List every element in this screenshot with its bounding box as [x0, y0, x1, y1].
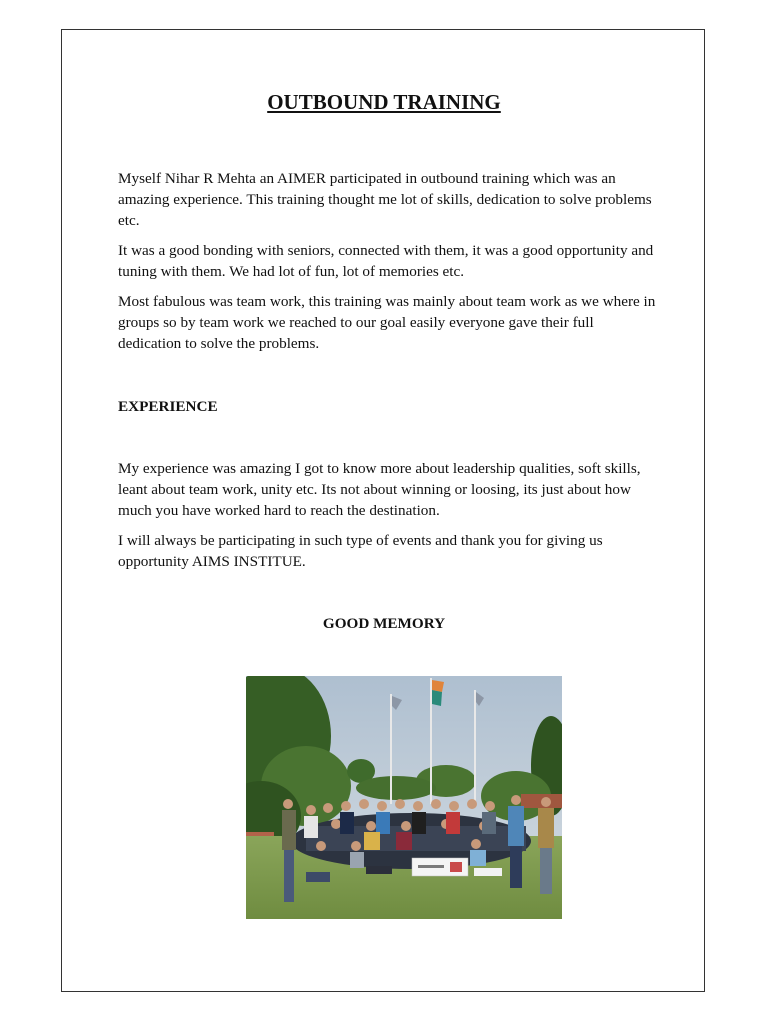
intro-paragraph-3: Most fabulous was team work, this training was mainly about team work as we where in groups so by team work we reached to our goal easily everyone gave their full dedication to solve the problems. — [118, 293, 656, 352]
experience-paragraph-2: I will always be participating in such type of events and thank you for giving us opportunity AIMS INSTITUE. — [118, 532, 603, 570]
intro-paragraph-1: Myself Nihar R Mehta an AIMER participated in outbound training which was an amazing experience. This training thought me lot of skills, dedication to solve problems etc. — [118, 170, 652, 229]
experience-section — [118, 458, 658, 581]
intro-section — [118, 168, 658, 363]
intro-paragraph-2: It was a good bonding with seniors, connected with them, it was a good opportunity and tuning with them. We had lot of fun, lot of memories etc. — [118, 242, 654, 280]
experience-paragraph-1: My experience was amazing I got to know more about leadership qualities, soft skills, leant about team work, unity etc. Its not about winning or loosing, its just about how much you have worked hard to reach the destination. — [118, 460, 641, 519]
document-page — [61, 29, 705, 992]
experience-heading: EXPERIENCE — [118, 398, 218, 415]
page-title: OUTBOUND TRAINING — [267, 90, 501, 114]
group-photo — [246, 676, 562, 919]
good-memory-heading: GOOD MEMORY — [322, 615, 446, 632]
group-photo-illustration — [246, 676, 562, 919]
